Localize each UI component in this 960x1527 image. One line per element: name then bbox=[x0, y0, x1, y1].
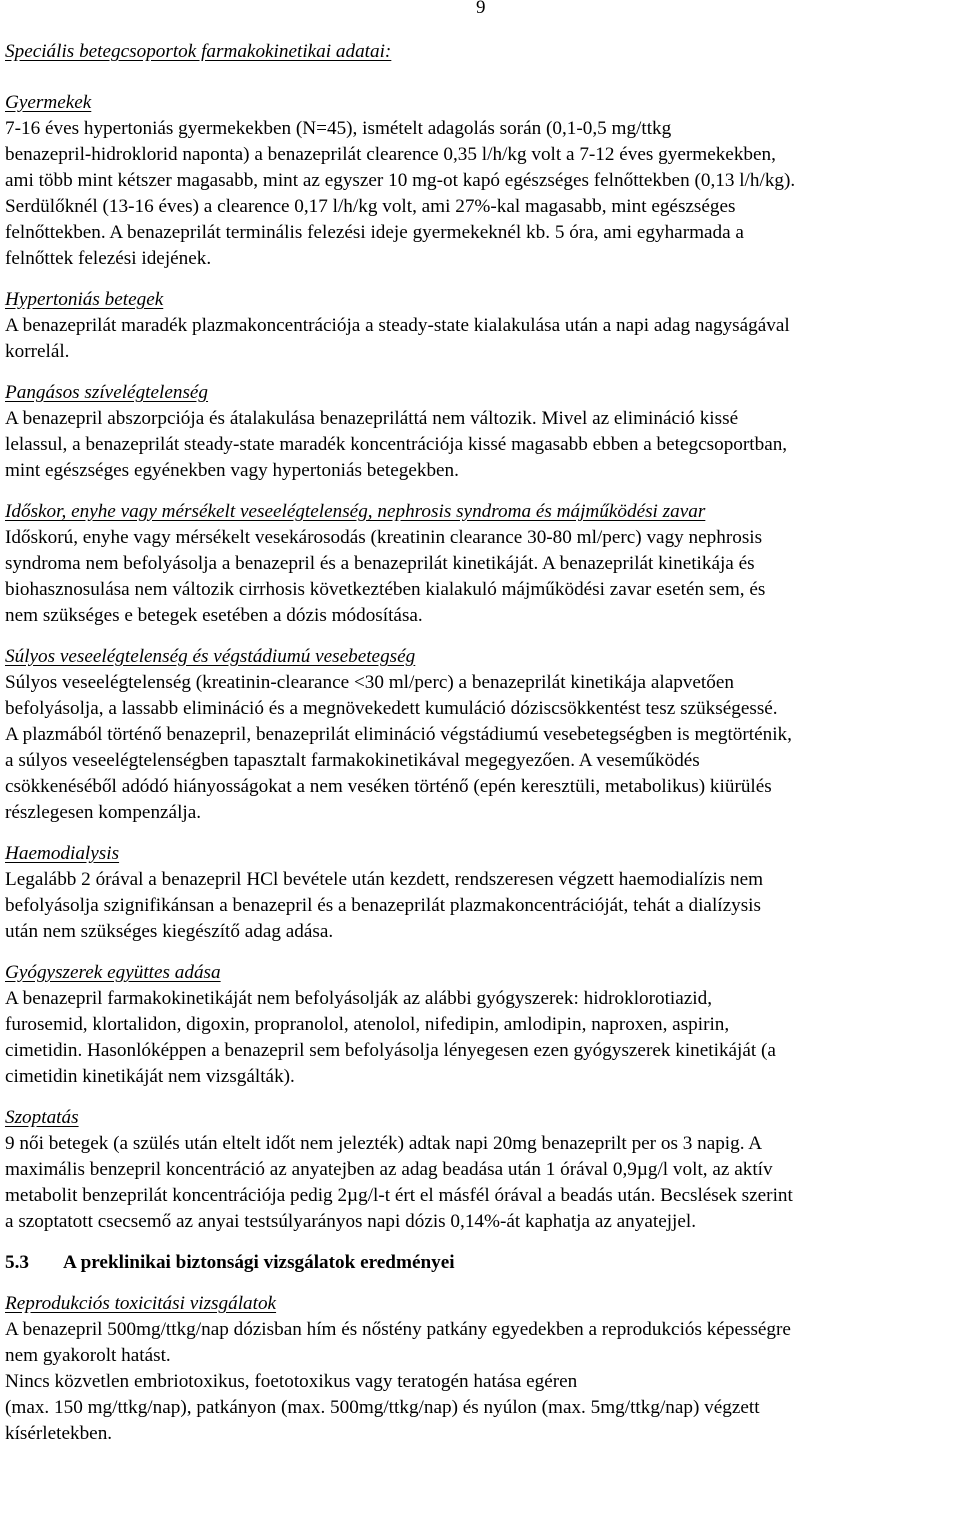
text-line: nem gyakorolt hatást. bbox=[5, 1345, 171, 1366]
section-szoptatas bbox=[5, 1105, 957, 1235]
text-line: Időskorú, enyhe vagy mérsékelt vesekárosodás (kreatinin clearance 30-80 ml/perc) vagy nephrosis bbox=[5, 527, 763, 548]
section-gyermekek bbox=[5, 90, 957, 272]
text-line: a szoptatott csecsemő az anyai testsúlyarányos napi dózis 0,14%-át kaphatja az anyatejjel. bbox=[5, 1211, 697, 1232]
section-heading: Súlyos veseelégtelenség és végstádiumú vesebetegség bbox=[5, 646, 416, 667]
text-line: A benazepril 500mg/ttkg/nap dózisban hím és nőstény patkány egyedekben a reprodukciós képességre bbox=[5, 1319, 791, 1340]
section-paragraph bbox=[5, 313, 957, 365]
text-line: A benazepril abszorpciója és átalakulása benazepriláttá nem változik. Mivel az elimináció kissé bbox=[5, 408, 739, 429]
section-haemodialysis bbox=[5, 841, 957, 945]
text-line: furosemid, klortalidon, digoxin, propranolol, atenolol, nifedipin, amlodipin, naproxen, aspirin, bbox=[5, 1014, 730, 1035]
text-line: A plazmából történő benazepril, benazeprilát elimináció végstádiumú vesebetegségben is megtörténik, bbox=[5, 724, 792, 745]
text-line: A benazepril farmakokinetikáját nem befolyásolják az alábbi gyógyszerek: hidroklorotiazid, bbox=[5, 988, 713, 1009]
section-paragraph bbox=[5, 1317, 957, 1447]
section-5-3-heading bbox=[5, 1250, 957, 1276]
text-line: felnőttek felezési idejének. bbox=[5, 248, 212, 269]
section-heading: Haemodialysis bbox=[5, 843, 120, 864]
section-paragraph bbox=[5, 1131, 957, 1235]
text-line: nem szükséges e betegek esetében a dózis módosítása. bbox=[5, 605, 423, 626]
section-heading: Pangásos szívelégtelenség bbox=[5, 382, 209, 403]
document-body bbox=[5, 90, 957, 1462]
text-line: csökkenéséből adódó hiányosságokat a nem veséken történő (epén keresztüli, metabolikus) kiürülés bbox=[5, 776, 772, 797]
section-heading: Gyógyszerek együttes adása bbox=[5, 962, 221, 983]
text-line: befolyásolja, a lassabb elimináció és a megnövekedett kumuláció dóziscsökkentést tesz szükségessé. bbox=[5, 698, 778, 719]
text-line: 9 női betegek (a szülés után eltelt időt nem jelezték) adtak napi 20mg benazeprilt per os 3 napig. A bbox=[5, 1133, 763, 1154]
text-line: felnőttekben. A benazeprilát terminális felezési ideje gyermekeknél kb. 5 óra, ami egyharmada a bbox=[5, 222, 744, 243]
text-line: a súlyos veseelégtelenségben tapasztalt farmakokinetikával megegyezően. A veseműködés bbox=[5, 750, 700, 771]
section-number: 5.3 bbox=[5, 1252, 29, 1273]
text-line: maximális benzepril koncentráció az anyatejben az adag beadása után 1 órával 0,9µg/l volt, az aktív bbox=[5, 1159, 773, 1180]
text-line: 7-16 éves hypertoniás gyermekekben (N=45), ismételt adagolás során (0,1-0,5 mg/ttkg bbox=[5, 118, 672, 139]
text-line: A benazeprilát maradék plazmakoncentrációja a steady-state kialakulása után a napi adag nagyságával bbox=[5, 315, 790, 336]
section-sulyos-veseelegtelenseg bbox=[5, 644, 957, 826]
section-heading: Gyermekek bbox=[5, 92, 92, 113]
text-line: (max. 150 mg/ttkg/nap), patkányon (max. 500mg/ttkg/nap) és nyúlon (max. 5mg/ttkg/nap) végzett bbox=[5, 1397, 760, 1418]
text-line: metabolit benzeprilát koncentrációja pedig 2µg/l-t ért el másfél órával a beadás után. Becslések szerint bbox=[5, 1185, 793, 1206]
text-line: benazepril-hidroklorid naponta) a benazeprilát clearence 0,35 l/h/kg volt a 7-12 éves gyermekekben, bbox=[5, 144, 776, 165]
section-heading: Reprodukciós toxicitási vizsgálatok bbox=[5, 1293, 277, 1314]
text-line: cimetidin kinetikáját nem vizsgálták). bbox=[5, 1066, 295, 1087]
text-line: mint egészséges egyénekben vagy hypertoniás betegekben. bbox=[5, 460, 459, 481]
section-paragraph bbox=[5, 986, 957, 1090]
text-line: Serdülőknél (13-16 éves) a clearence 0,17 l/h/kg volt, ami 27%-kal magasabb, mint egészséges bbox=[5, 196, 736, 217]
text-line: kísérletekben. bbox=[5, 1423, 113, 1444]
text-line: cimetidin. Hasonlóképpen a benazepril sem befolyásolja lényegesen ezen gyógyszerek kinetikáját (a bbox=[5, 1040, 776, 1061]
text-line: Nincs közvetlen embriotoxikus, foetotoxikus vagy teratogén hatása egéren bbox=[5, 1371, 578, 1392]
section-paragraph bbox=[5, 867, 957, 945]
section-paragraph bbox=[5, 525, 957, 629]
section-reprodukcios-toxicitasi bbox=[5, 1291, 957, 1447]
section-heading: Hypertoniás betegek bbox=[5, 289, 164, 310]
section-paragraph bbox=[5, 116, 957, 272]
text-line: befolyásolja szignifikánsan a benazepril és a benazeprilát plazmakoncentrációját, tehát a dialízysis bbox=[5, 895, 761, 916]
section-idoskor bbox=[5, 499, 957, 629]
section-heading: Időskor, enyhe vagy mérsékelt veseelégtelenség, nephrosis syndroma és májműködési zavar bbox=[5, 501, 706, 522]
page-number: 9 bbox=[476, 0, 486, 18]
text-line: biohasznosulása nem változik cirrhosis következtében kialakuló májműködési zavar esetén sem, és bbox=[5, 579, 766, 600]
section-heading: Szoptatás bbox=[5, 1107, 79, 1128]
text-line: után nem szükséges kiegészítő adag adása. bbox=[5, 921, 334, 942]
section-paragraph bbox=[5, 670, 957, 826]
section-hypertonias-betegek bbox=[5, 287, 957, 365]
text-line: ami több mint kétszer magasabb, mint az egyszer 10 mg-ot kapó egészséges felnőttekben (0,13 l/h/kg). bbox=[5, 170, 796, 191]
text-line: syndroma nem befolyásolja a benazepril és a benazeprilát kinetikáját. A benazeprilát kinetikája és bbox=[5, 553, 755, 574]
section-pangasos-szivelegtelenseg bbox=[5, 380, 957, 484]
text-line: korrelál. bbox=[5, 341, 70, 362]
text-line: Legalább 2 órával a benazepril HCl bevétele után kezdett, rendszeresen végzett haemodialízis nem bbox=[5, 869, 764, 890]
text-line: Súlyos veseelégtelenség (kreatinin-clearance <30 ml/perc) a benazeprilát kinetikája alapvetően bbox=[5, 672, 734, 693]
section-gyogyszerek-egyuttes-adasa bbox=[5, 960, 957, 1090]
section-paragraph bbox=[5, 406, 957, 484]
document-title: Speciális betegcsoportok farmakokinetikai adatai: bbox=[5, 41, 392, 62]
section-title: A preklinikai biztonsági vizsgálatok eredményei bbox=[63, 1252, 455, 1273]
text-line: lelassul, a benazeprilát steady-state maradék koncentrációja kissé magasabb ebben a betegcsoportban, bbox=[5, 434, 788, 455]
text-line: részlegesen kompenzálja. bbox=[5, 802, 202, 823]
